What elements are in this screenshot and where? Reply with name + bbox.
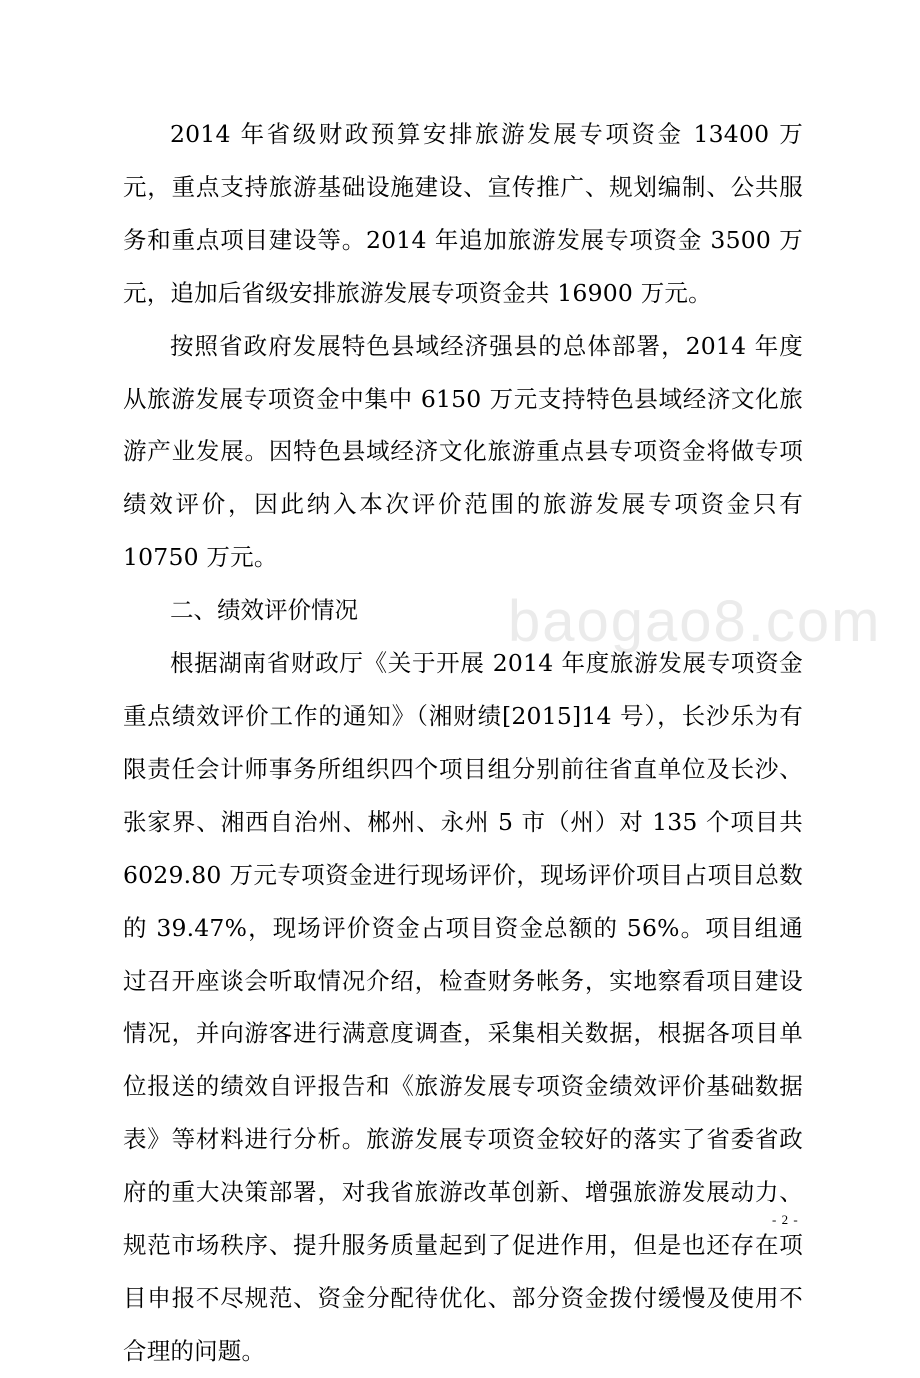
paragraph-evaluation: 根据湖南省财政厅《关于开展 2014 年度旅游发展专项资金重点绩效评价工作的通知》（湘财绩[2015]14 号），长沙乐为有限责任会计师事务所组织四个项目组分别前往省直单位及长沙、张家界、湘西自治州、郴州、永州 5 市（州）对 135 个项目共 6029.80 万元专项资金进行现场评价，现场评价项目占项目总数的 39.47%，现场评价资金占项目资金总额的 56%。项目组通过召开座谈会听取情况介绍，检查财务帐务，实地察看项目建设情况，并向游客进行满意度调查，采集相关数据，根据各项目单位报送的绩效自评报告和《旅游发展专项资金绩效评价基础数据表》等材料进行分析。旅游发展专项资金较好的落实了省委省政府的重大决策部署，对我省旅游改革创新、增强旅游发展动力、规范市场秩序、提升服务质量起到了促进作用，但是也还存在项目申报不尽规范、资金分配待优化、部分资金拨付缓慢及使用不合理的问题。 (123, 649, 803, 1365)
section-heading: 二、绩效评价情况 (170, 596, 358, 625)
page-number: - 2 - (772, 1212, 799, 1227)
body-text (123, 108, 803, 1378)
watermark: baogao8.com (508, 589, 882, 654)
paragraph-budget: 2014 年省级财政预算安排旅游发展专项资金 13400 万元，重点支持旅游基础设施建设、宣传推广、规划编制、公共服务和重点项目建设等。2014 年追加旅游发展专项资金 3500 万元，追加后省级安排旅游发展专项资金共 16900 万元。 (123, 120, 803, 307)
paragraph-county-support: 按照省政府发展特色县域经济强县的总体部署，2014 年度从旅游发展专项资金中集中 6150 万元支持特色县域经济文化旅游产业发展。因特色县域经济文化旅游重点县专项资金将做专项绩效评价，因此纳入本次评价范围的旅游发展专项资金只有 10750 万元。 (123, 331, 803, 572)
